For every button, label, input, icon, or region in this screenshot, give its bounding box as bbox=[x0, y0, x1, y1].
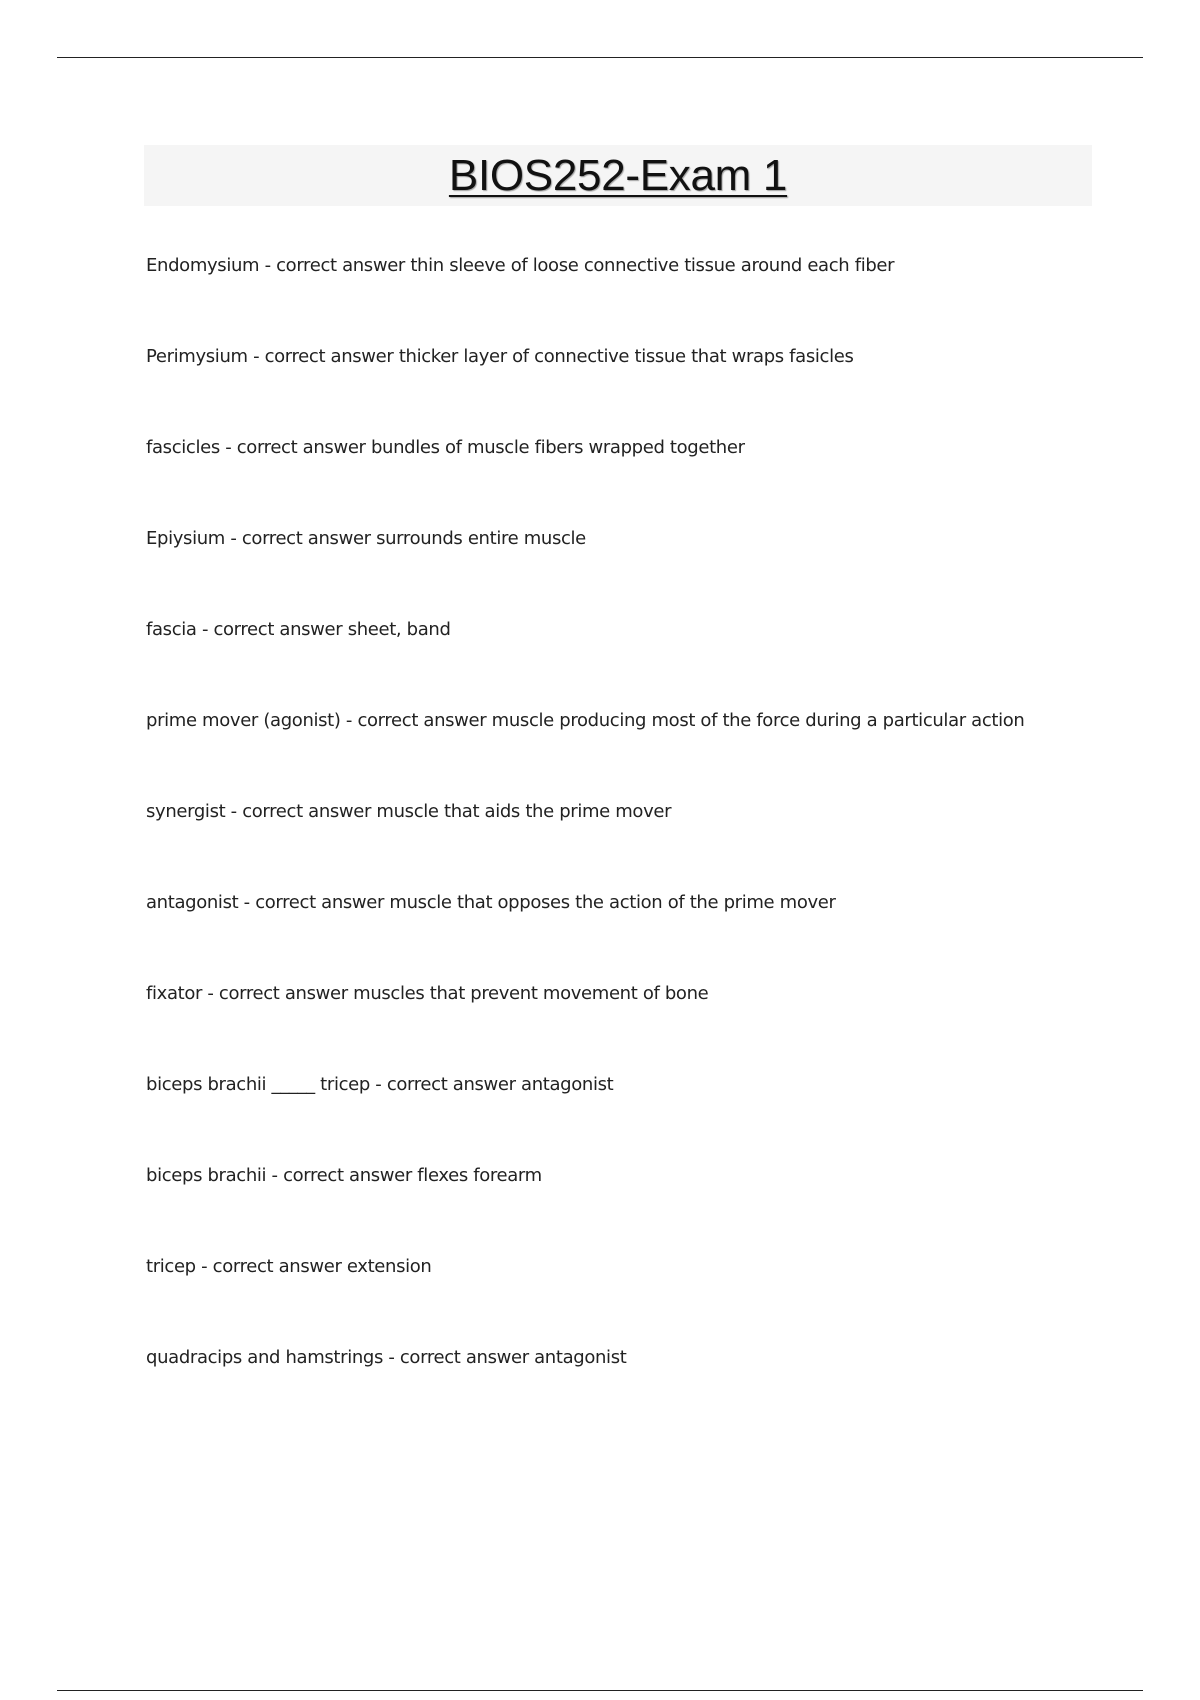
list-item: Epiysium - correct answer surrounds entire muscle bbox=[146, 528, 586, 549]
list-item: Perimysium - correct answer thicker layer of connective tissue that wraps fasicles bbox=[146, 346, 854, 367]
document-title: BIOS252-Exam 1 bbox=[448, 150, 788, 200]
list-item: fascia - correct answer sheet, band bbox=[146, 619, 451, 640]
list-item: tricep - correct answer extension bbox=[146, 1256, 432, 1277]
footer-rule bbox=[57, 1690, 1143, 1691]
list-item: antagonist - correct answer muscle that opposes the action of the prime mover bbox=[146, 892, 836, 913]
list-item: prime mover (agonist) - correct answer muscle producing most of the force during a particular action bbox=[146, 710, 1025, 731]
list-item: quadracips and hamstrings - correct answer antagonist bbox=[146, 1347, 627, 1368]
flashcard-list bbox=[146, 250, 1146, 1433]
title-banner bbox=[144, 145, 1092, 206]
list-item: synergist - correct answer muscle that aids the prime mover bbox=[146, 801, 672, 822]
list-item: biceps brachii - correct answer flexes forearm bbox=[146, 1165, 542, 1186]
list-item: Endomysium - correct answer thin sleeve of loose connective tissue around each fiber bbox=[146, 255, 895, 276]
list-item: fascicles - correct answer bundles of muscle fibers wrapped together bbox=[146, 437, 745, 458]
header-rule bbox=[57, 57, 1143, 58]
list-item: fixator - correct answer muscles that prevent movement of bone bbox=[146, 983, 709, 1004]
list-item: biceps brachii _____ tricep - correct answer antagonist bbox=[146, 1074, 614, 1095]
